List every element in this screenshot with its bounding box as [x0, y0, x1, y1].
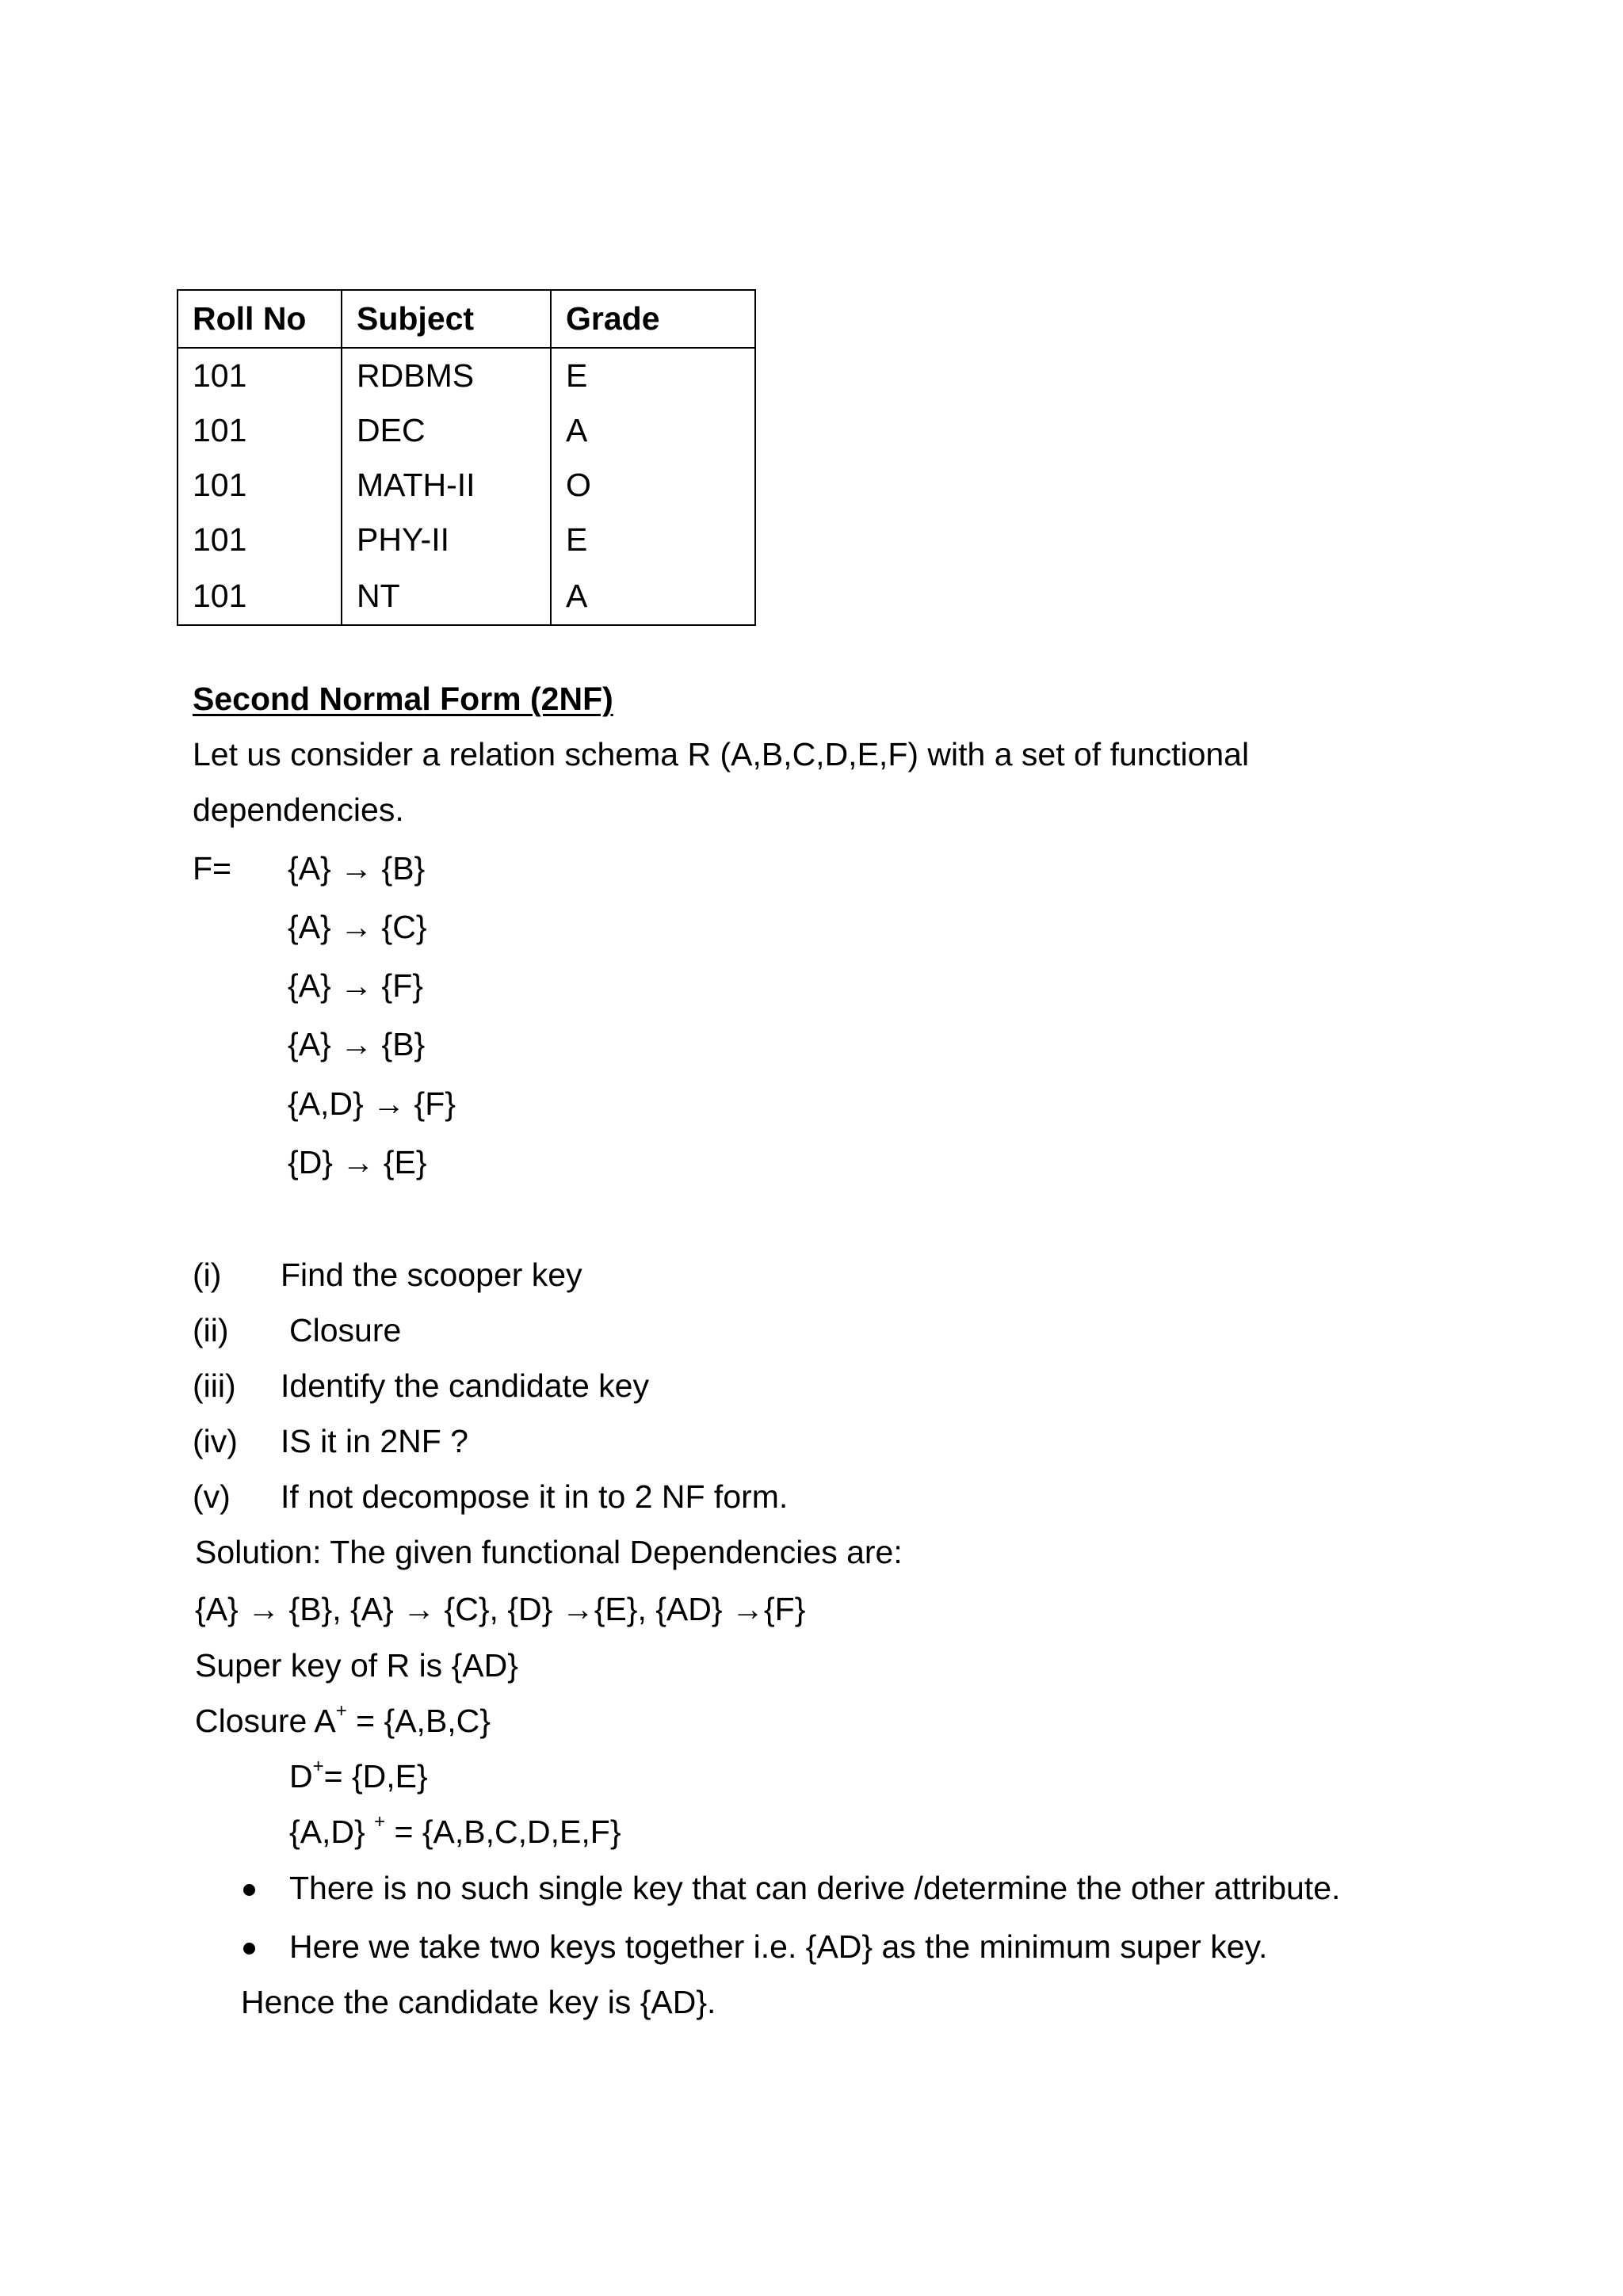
table-cell: 101	[178, 458, 342, 513]
dependency-item: {A} → {B}	[288, 1026, 426, 1062]
dependency-item: {D} → {E}	[288, 1144, 427, 1180]
table-cell: A	[551, 567, 755, 625]
question-number: (i)	[193, 1257, 222, 1293]
column-header-grade: Grade	[551, 290, 755, 348]
table-row	[178, 403, 755, 458]
column-header-roll-no: Roll No	[178, 290, 342, 348]
table-cell: E	[551, 513, 755, 567]
closure-ad-superscript: +	[374, 1811, 386, 1833]
solution-intro: Solution: The given functional Dependencies are:	[195, 1534, 903, 1570]
table-row	[178, 458, 755, 513]
closure-d-superscript: +	[312, 1756, 324, 1777]
table-cell: 101	[178, 513, 342, 567]
closure-d-base: D	[289, 1758, 313, 1794]
table-cell: O	[551, 458, 755, 513]
solution-dependencies: {A} → {B}, {A} → {C}, {D} →{E}, {AD} →{F}	[195, 1591, 806, 1627]
question-text: Find the scooper key	[281, 1257, 582, 1293]
column-header-subject: Subject	[342, 290, 551, 348]
super-key-line: Super key of R is {AD}	[195, 1647, 518, 1684]
closure-d-line	[289, 1756, 428, 1794]
closure-label: Closure A	[195, 1703, 336, 1739]
closure-a-line	[195, 1700, 491, 1739]
intro-line-1: Let us consider a relation schema R (A,B,C,D,E,F) with a set of functional	[193, 736, 1250, 772]
table-cell: E	[551, 348, 755, 403]
f-label: F=	[193, 850, 231, 887]
closure-ad-base: {A,D}	[289, 1814, 375, 1850]
dependency-item: {A} → {C}	[288, 909, 427, 945]
bullet-icon	[243, 1943, 255, 1955]
table-cell: MATH-II	[342, 458, 551, 513]
closure-a-value: = {A,B,C}	[346, 1703, 491, 1739]
conclusion-line: Hence the candidate key is {AD}.	[241, 1984, 716, 2020]
closure-ad-value: = {A,B,C,D,E,F}	[385, 1814, 621, 1850]
grades-table	[177, 289, 756, 626]
dependency-item: {A,D} → {F}	[288, 1085, 456, 1122]
bullet-text: There is no such single key that can derive /determine the other attribute.	[289, 1870, 1341, 1906]
bullet-text: Here we take two keys together i.e. {AD} as the minimum super key.	[289, 1928, 1268, 1965]
section-heading: Second Normal Form (2NF)	[193, 681, 613, 717]
table-row	[178, 348, 755, 403]
table-cell: 101	[178, 403, 342, 458]
closure-superscript: +	[335, 1700, 347, 1722]
table-cell: DEC	[342, 403, 551, 458]
question-number: (v)	[193, 1478, 231, 1515]
table-cell: 101	[178, 567, 342, 625]
dependency-item: {A} → {B}	[288, 850, 426, 887]
table-row	[178, 513, 755, 567]
table-cell: A	[551, 403, 755, 458]
question-text: If not decompose it in to 2 NF form.	[281, 1478, 789, 1515]
question-number: (iv)	[193, 1423, 238, 1459]
question-text: Closure	[289, 1312, 402, 1348]
table-cell: 101	[178, 348, 342, 403]
table-cell: PHY-II	[342, 513, 551, 567]
table-row	[178, 567, 755, 625]
intro-line-2: dependencies.	[193, 791, 404, 828]
question-text: Identify the candidate key	[281, 1367, 649, 1404]
dependency-item: {A} → {F}	[288, 967, 423, 1004]
table-cell: NT	[342, 567, 551, 625]
question-number: (iii)	[193, 1367, 236, 1404]
closure-d-value: = {D,E}	[323, 1758, 428, 1794]
question-number: (ii)	[193, 1312, 229, 1348]
table-header-row	[178, 290, 755, 348]
bullet-icon	[243, 1884, 255, 1896]
closure-ad-line	[289, 1811, 621, 1850]
question-text: IS it in 2NF ?	[281, 1423, 468, 1459]
table-cell: RDBMS	[342, 348, 551, 403]
